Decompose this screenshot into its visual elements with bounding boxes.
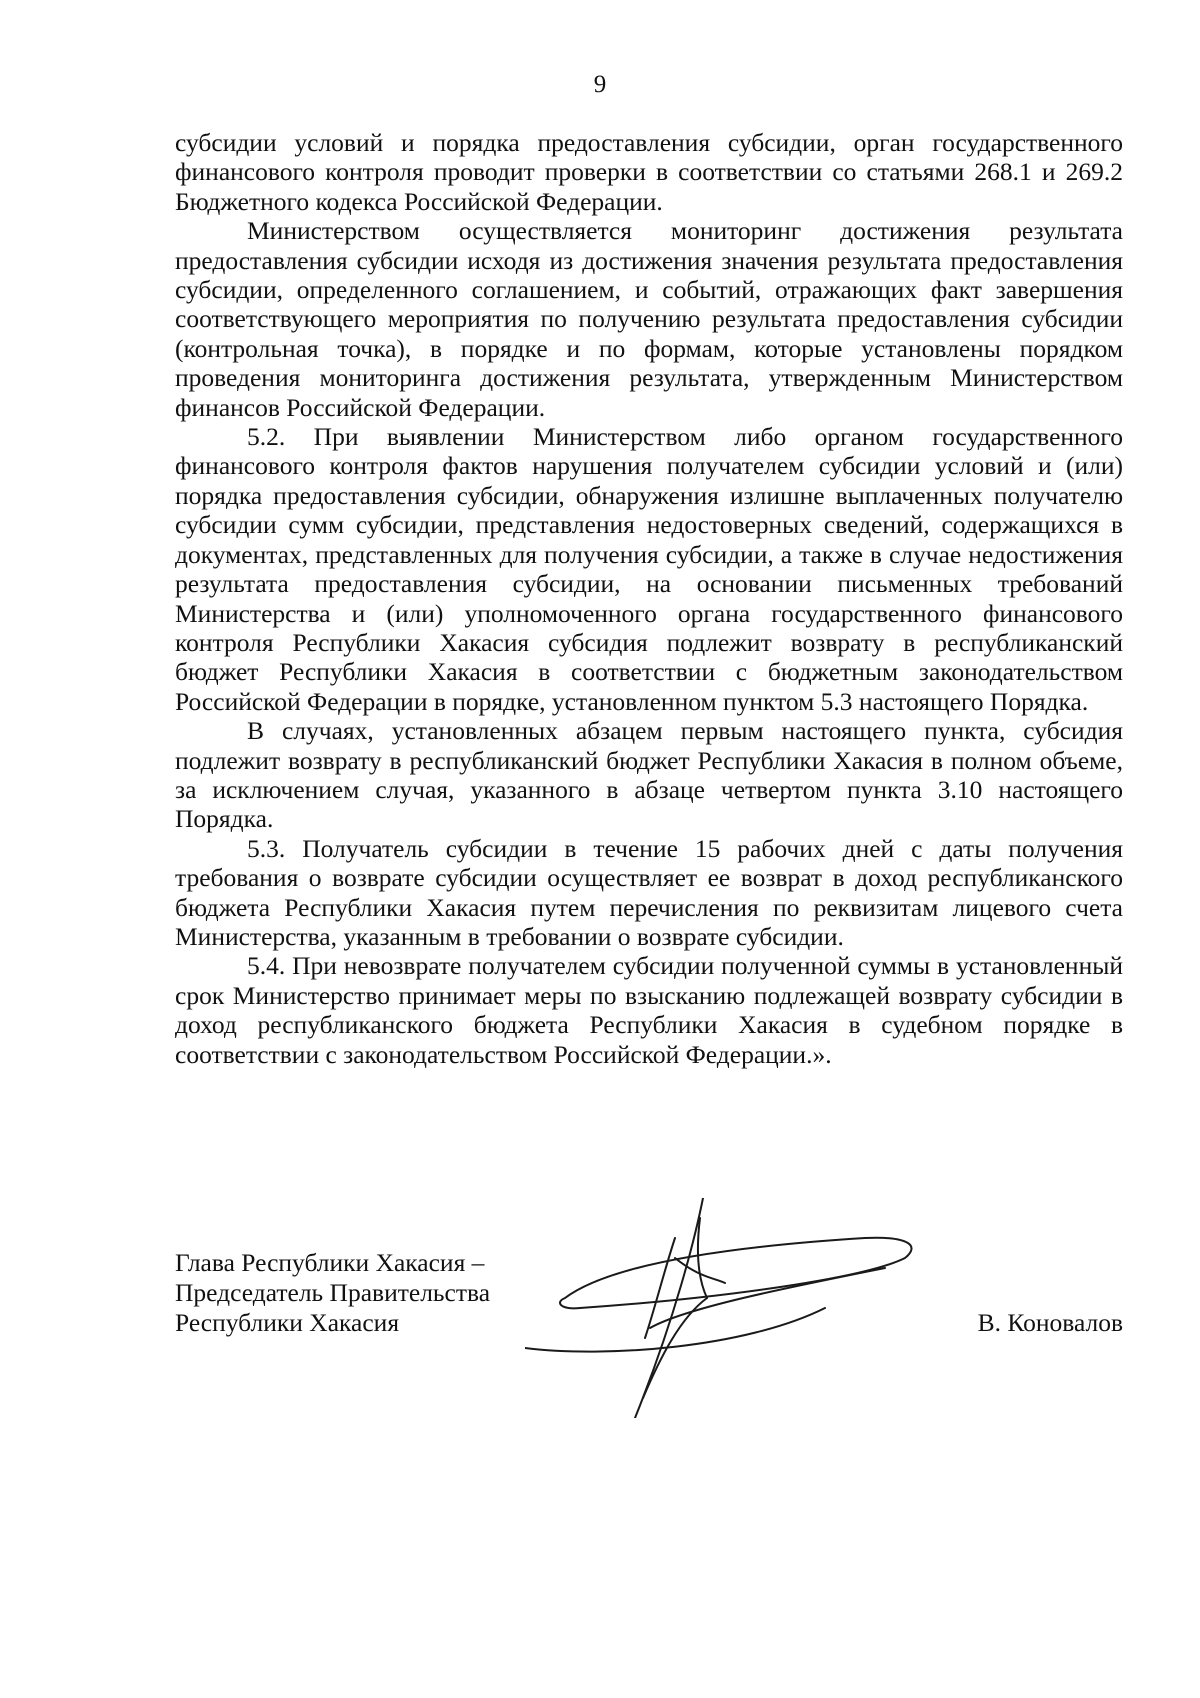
- paragraph-continuation: субсидии условий и порядка предоставления субсидии, орган государственного финансового контроля проводит проверки в соответствии со статьями 268.1 и 269.2 Бюджетного кодекса Российской Федерации.: [175, 128, 1123, 216]
- signer-position: [175, 1248, 490, 1338]
- document-body: [175, 128, 1123, 1069]
- signer-position-line-2: Председатель Правительства: [175, 1278, 491, 1307]
- paragraph-5-2: 5.2. При выявлении Министерством либо органом государственного финансового контроля фактов нарушения получателем субсидии условий и (или) порядка предоставления субсидии, обнаружения излишне выплаченных получателю субсидии сумм субсидии, представления недостоверных сведений, содержащихся в документах, представленных для получения субсидии, а также в случае недостижения результата предоставления субсидии, на основании письменных требований Министерства и (или) уполномоченного органа государственного финансового контроля Республики Хакасия субсидия подлежит возврату в республиканский бюджет Республики Хакасия в соответствии с бюджетным законодательством Российской Федерации в порядке, установленном пунктом 5.3 настоящего Порядка.: [175, 422, 1123, 716]
- signer-position-line-1: Глава Республики Хакасия –: [175, 1248, 485, 1277]
- signer-position-line-3: Республики Хакасия: [175, 1308, 400, 1337]
- handwritten-signature: [525, 1198, 945, 1418]
- paragraph-full-refund: В случаях, установленных абзацем первым настоящего пункта, субсидия подлежит возврату в республиканский бюджет Республики Хакасия в полном объеме, за исключением случая, указанного в абзаце четвертом пункта 3.10 настоящего Порядка.: [175, 716, 1123, 834]
- paragraph-5-3: 5.3. Получатель субсидии в течение 15 рабочих дней с даты получения требования о возврате субсидии осуществляет ее возврат в доход республиканского бюджета Республики Хакасия путем перечисления по реквизитам лицевого счета Министерства, указанным в требовании о возврате субсидии.: [175, 833, 1123, 951]
- paragraph-monitoring: Министерством осуществляется мониторинг достижения результата предоставления субсидии исходя из достижения значения результата предоставления субсидии, определенного соглашением, и событий, отражающих факт завершения соответствующего мероприятия по получению результата предоставления субсидии (контрольная точка), в порядке и по формам, которые установлены порядком проведения мониторинга достижения результата, утвержденным Министерством финансов Российской Федерации.: [175, 216, 1123, 422]
- signer-name: В. Коновалов: [977, 1308, 1123, 1337]
- page-number: 9: [593, 71, 607, 98]
- paragraph-5-4: 5.4. При невозврате получателем субсидии полученной суммы в установленный срок Министерство принимает меры по взысканию подлежащей возврату субсидии в доход республиканского бюджета Республики Хакасия в судебном порядке в соответствии с законодательством Российской Федерации.».: [175, 951, 1123, 1069]
- signature-block: [175, 1238, 1123, 1378]
